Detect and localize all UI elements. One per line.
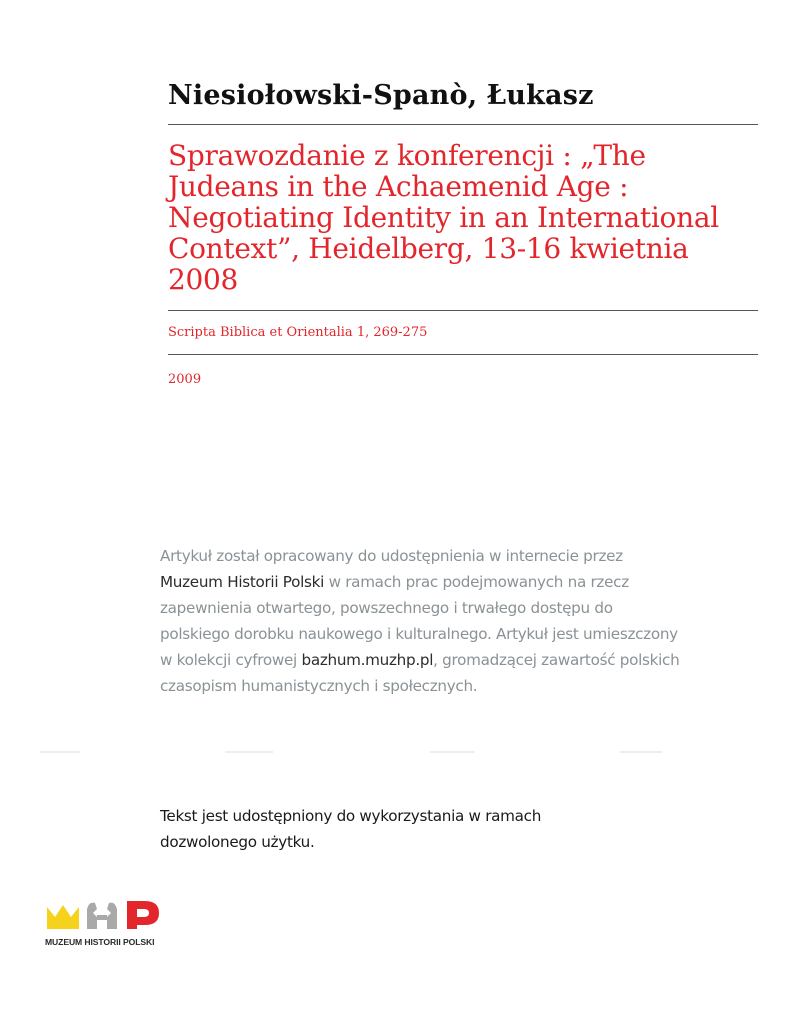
title-line: Negotiating Identity in an International xyxy=(168,201,719,234)
notice-line xyxy=(160,647,740,673)
title-line: 2008 xyxy=(168,263,239,296)
availability-notice xyxy=(160,543,740,699)
logo-caption: MUZEUM HISTORII POLSKI xyxy=(45,937,155,947)
notice-text: w ramach prac podejmowanych na rzecz xyxy=(324,573,629,591)
usage-notice xyxy=(160,803,660,855)
notice-text: , gromadzącej zawartość polskich xyxy=(433,651,680,669)
museum-logo-mark-icon xyxy=(45,895,175,935)
title-line: Judeans in the Achaemenid Age : xyxy=(168,170,629,203)
faint-separator xyxy=(40,751,80,753)
collection-link[interactable]: bazhum.muzhp.pl xyxy=(301,651,434,669)
publication-year: 2009 xyxy=(168,372,202,387)
notice-line: Artykuł został opracowany do udostępnienia w internecie przez xyxy=(160,547,623,565)
museum-logo xyxy=(45,895,175,955)
title-line: Context”, Heidelberg, 13-16 kwietnia xyxy=(168,232,689,265)
faint-separator xyxy=(225,751,273,753)
logo-h-right-shape xyxy=(107,903,117,929)
notice-line: zapewnienia otwartego, powszechnego i trwałego dostępu do xyxy=(160,599,613,617)
notice-text: w kolekcji cyfrowej xyxy=(160,651,302,669)
notice-line xyxy=(160,569,740,595)
faint-separator xyxy=(620,751,662,753)
notice-line: polskiego dorobku naukowego i kulturalnego. Artykuł jest umieszczony xyxy=(160,625,678,643)
logo-h-left-shape xyxy=(87,903,97,929)
logo-m-shape xyxy=(47,905,79,929)
title-line: Sprawozdanie z konferencji : „The xyxy=(168,139,646,172)
divider-middle xyxy=(168,310,758,311)
source-citation: Scripta Biblica et Orientalia 1, 269-275 xyxy=(168,325,428,340)
usage-line: dozwolonego użytku. xyxy=(160,833,315,851)
author-name: Niesiołowski-Spanò, Łukasz xyxy=(168,80,594,111)
article-title xyxy=(168,140,768,295)
museum-name: Muzeum Historii Polski xyxy=(160,573,325,591)
logo-p-shape xyxy=(127,901,159,929)
faint-separator xyxy=(430,751,475,753)
notice-line: czasopism humanistycznych i społecznych. xyxy=(160,677,478,695)
divider-bottom xyxy=(168,354,758,355)
usage-line: Tekst jest udostępniony do wykorzystania w ramach xyxy=(160,807,542,825)
divider-top xyxy=(168,124,758,125)
logo-h-bar-shape xyxy=(97,915,107,920)
